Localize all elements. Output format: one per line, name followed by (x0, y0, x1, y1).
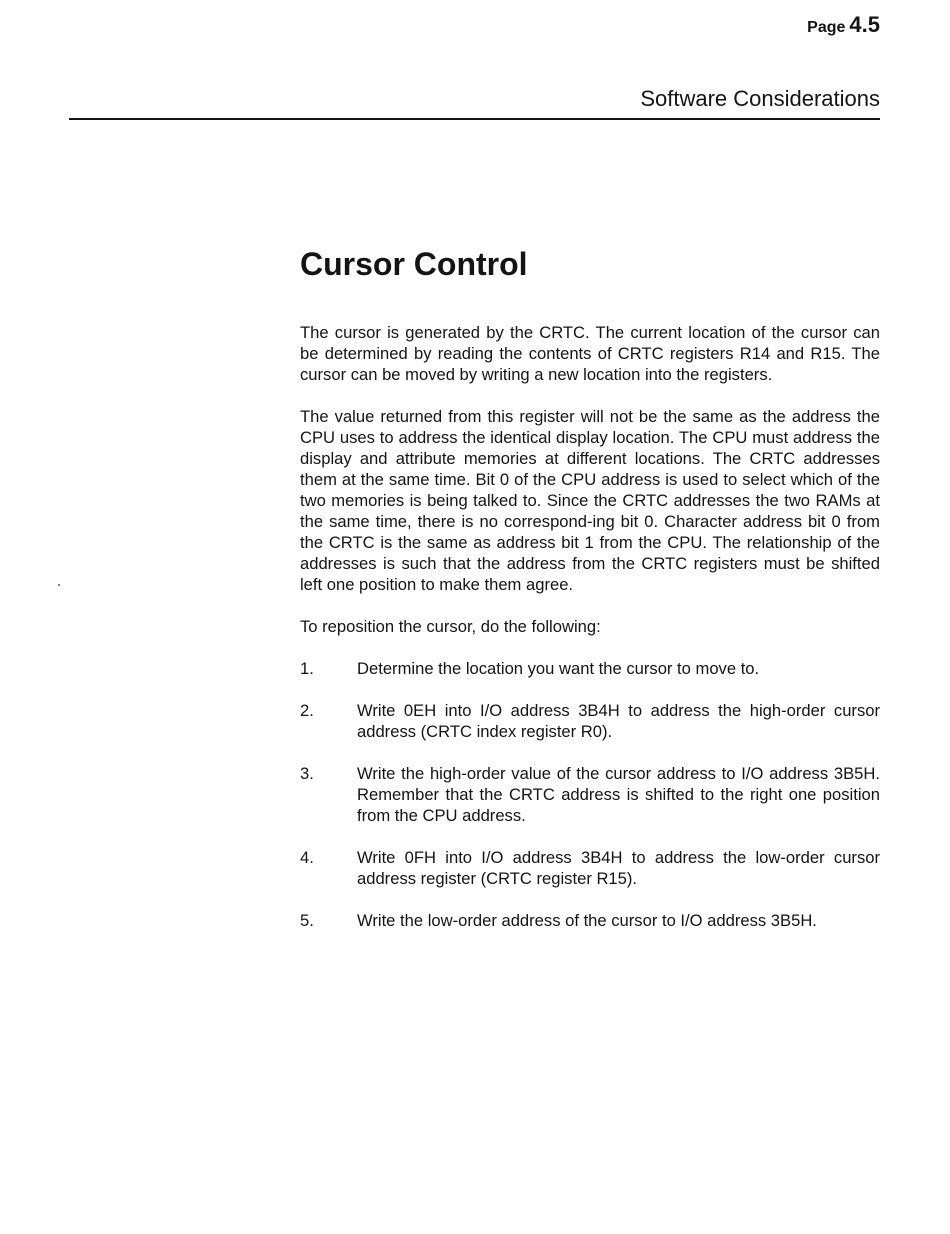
section-title: Software Considerations (640, 86, 880, 111)
step-number: 1. (300, 659, 314, 678)
steps-list (300, 658, 880, 931)
step-number: 4. (300, 848, 314, 867)
step-text: Write the high-order value of the cursor address to I/O address 3B5H. Remember that the CRTC address is shifted to the right one position from the CPU address. (357, 764, 880, 825)
scan-speck (58, 584, 60, 586)
paragraph-address-mapping: The value returned from this register will not be the same as the address the CPU uses to address the identical display location. The CPU must address the display and attribute memories at different locations. The CRTC addresses them at the same time. Bit 0 of the CPU address is used to select which of the two memories is being talked to. Since the CRTC addresses the two RAMs at the same time, there is no correspond-ing bit 0. Character address bit 0 from the CRTC is the same as address bit 1 from the CPU. The relationship of the addresses is such that the address from the CRTC registers must be shifted left one position to make them agree. (300, 407, 880, 594)
page-title: Cursor Control (300, 246, 528, 282)
list-item (300, 910, 880, 931)
step-number: 5. (300, 911, 314, 930)
step-text: Write 0EH into I/O address 3B4H to address the high-order cursor address (CRTC index register R0). (357, 701, 880, 741)
list-item (300, 763, 880, 826)
step-text: Write the low-order address of the cursor to I/O address 3B5H. (357, 911, 817, 930)
list-item (300, 700, 880, 742)
list-item (300, 847, 880, 889)
header-rule (69, 118, 880, 120)
list-item (300, 658, 880, 679)
step-text: Determine the location you want the cursor to move to. (357, 659, 760, 678)
paragraph-steps-intro: To reposition the cursor, do the following: (300, 617, 601, 636)
paragraph-intro: The cursor is generated by the CRTC. The current location of the cursor can be determined by reading the contents of CRTC registers R14 and R15. The cursor can be moved by writing a new location into the registers. (300, 323, 880, 384)
page-label: Page (807, 19, 846, 36)
step-text: Write 0FH into I/O address 3B4H to address the low-order cursor address register (CRTC register R15). (357, 848, 880, 888)
step-number: 2. (300, 701, 314, 720)
step-number: 3. (300, 764, 314, 783)
page-number (807, 12, 880, 38)
body-content (300, 322, 880, 952)
page-number-value: 4.5 (849, 12, 880, 37)
